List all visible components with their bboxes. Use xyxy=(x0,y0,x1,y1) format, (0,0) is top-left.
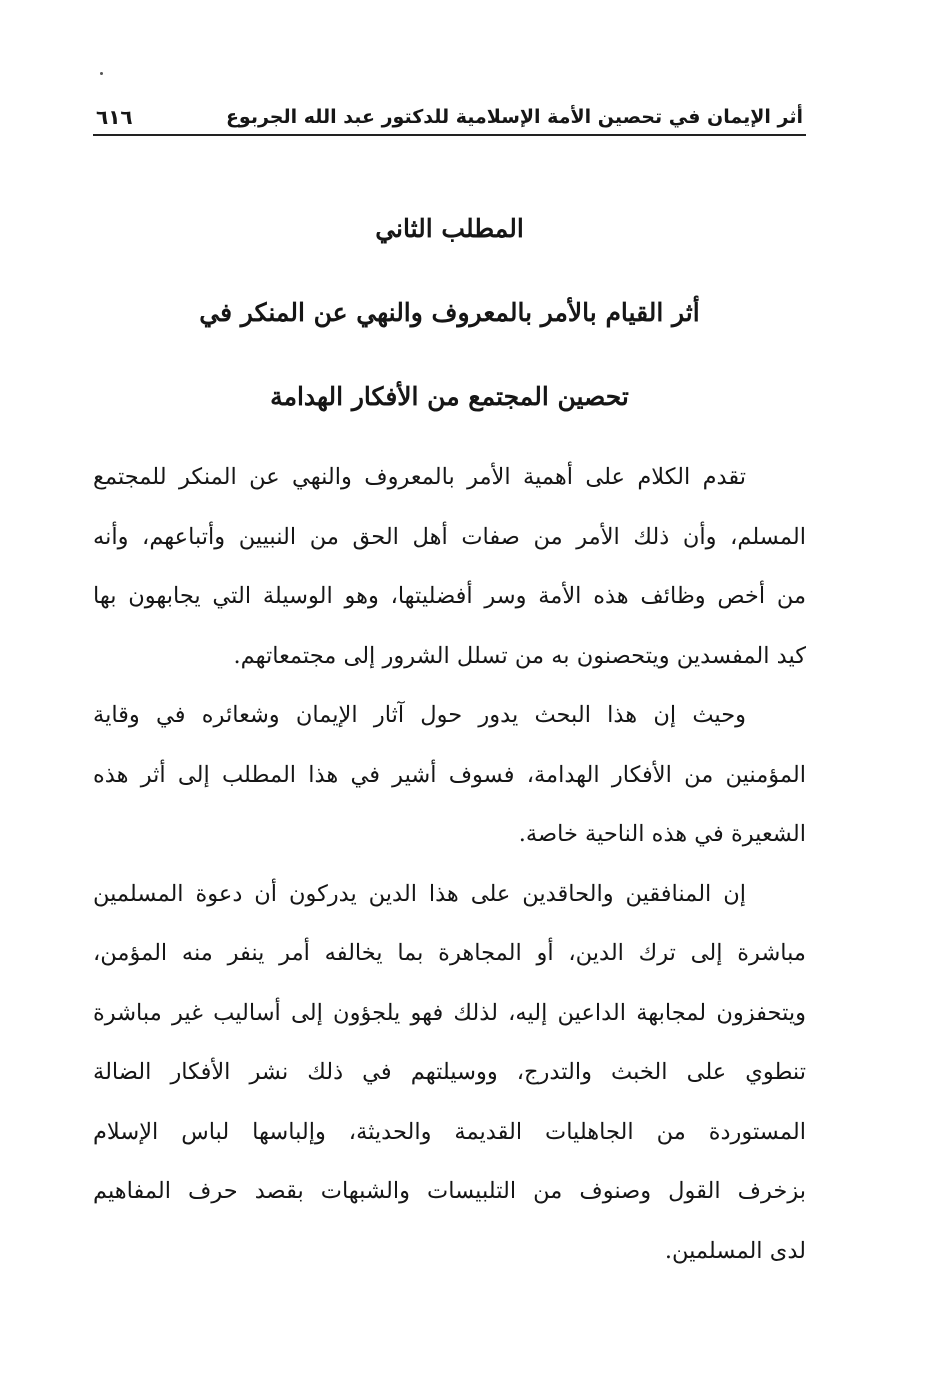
section-title-line-2: تحصين المجتمع من الأفكار الهدامة xyxy=(270,382,629,411)
paragraph-1-line-1: تقدم الكلام على أهمية الأمر بالمعروف والنهي عن المنكر للمجتمع xyxy=(93,464,746,490)
body-text xyxy=(93,448,806,1281)
paragraph-2-line-1: وحيث إن هذا البحث يدور حول آثار الإيمان وشعائره في وقاية xyxy=(93,702,746,728)
paragraph-3-line-7: لدى المسلمين. xyxy=(664,1237,806,1264)
section-title-line-1: أثر القيام بالأمر بالمعروف والنهي عن المنكر في xyxy=(199,298,700,327)
paragraph-1-line-2: المسلم، وأن ذلك الأمر من صفات أهل الحق من النبيين وأتباعهم، وأنه xyxy=(93,523,806,550)
paragraph-3-line-2: مباشرة إلى ترك الدين، أو المجاهرة بما يخالفه أمر ينفر منه المؤمن، xyxy=(93,940,806,966)
paragraph-2-line-2: المؤمنين من الأفكار الهدامة، فسوف أشير في هذا المطلب إلى أثر هذه xyxy=(93,761,806,788)
paragraph-1-line-3: من أخص وظائف هذه الأمة وسر أفضليتها، وهو الوسيلة التي يجابهون بها xyxy=(93,583,806,609)
speck-mark xyxy=(100,72,103,75)
section-label: المطلب الثاني xyxy=(375,214,524,243)
paragraph-3-line-6: بزخرف القول وصنوف من التلبيسات والشبهات بقصد حرف المفاهيم xyxy=(93,1178,806,1204)
paragraph-3-line-1: إن المنافقين والحاقدين على هذا الدين يدركون أن دعوة المسلمين xyxy=(93,880,746,907)
page-number: ٦١٦ xyxy=(96,105,133,129)
running-header xyxy=(93,100,806,136)
paragraph-3-line-3: ويتحفزون لمجابهة الداعين إليه، لذلك فهو يلجؤون إلى أساليب غير مباشرة xyxy=(93,999,806,1026)
paragraph-3-line-4: تنطوي على الخبث والتدرج، ووسيلتهم في ذلك نشر الأفكار الضالة xyxy=(93,1059,806,1085)
paragraph-3-line-5: المستوردة من الجاهليات القديمة والحديثة، وإلباسها لباس الإسلام xyxy=(93,1118,806,1145)
paragraph-2-line-3: الشعيرة في هذه الناحية خاصة. xyxy=(518,821,806,847)
paragraph-1-line-4: كيد المفسدين ويتحصنون به من تسلل الشرور إلى مجتمعاتهم. xyxy=(233,642,806,669)
running-header-title: أثر الإيمان في تحصين الأمة الإسلامية للدكتور عبد الله الجربوع xyxy=(225,106,803,128)
